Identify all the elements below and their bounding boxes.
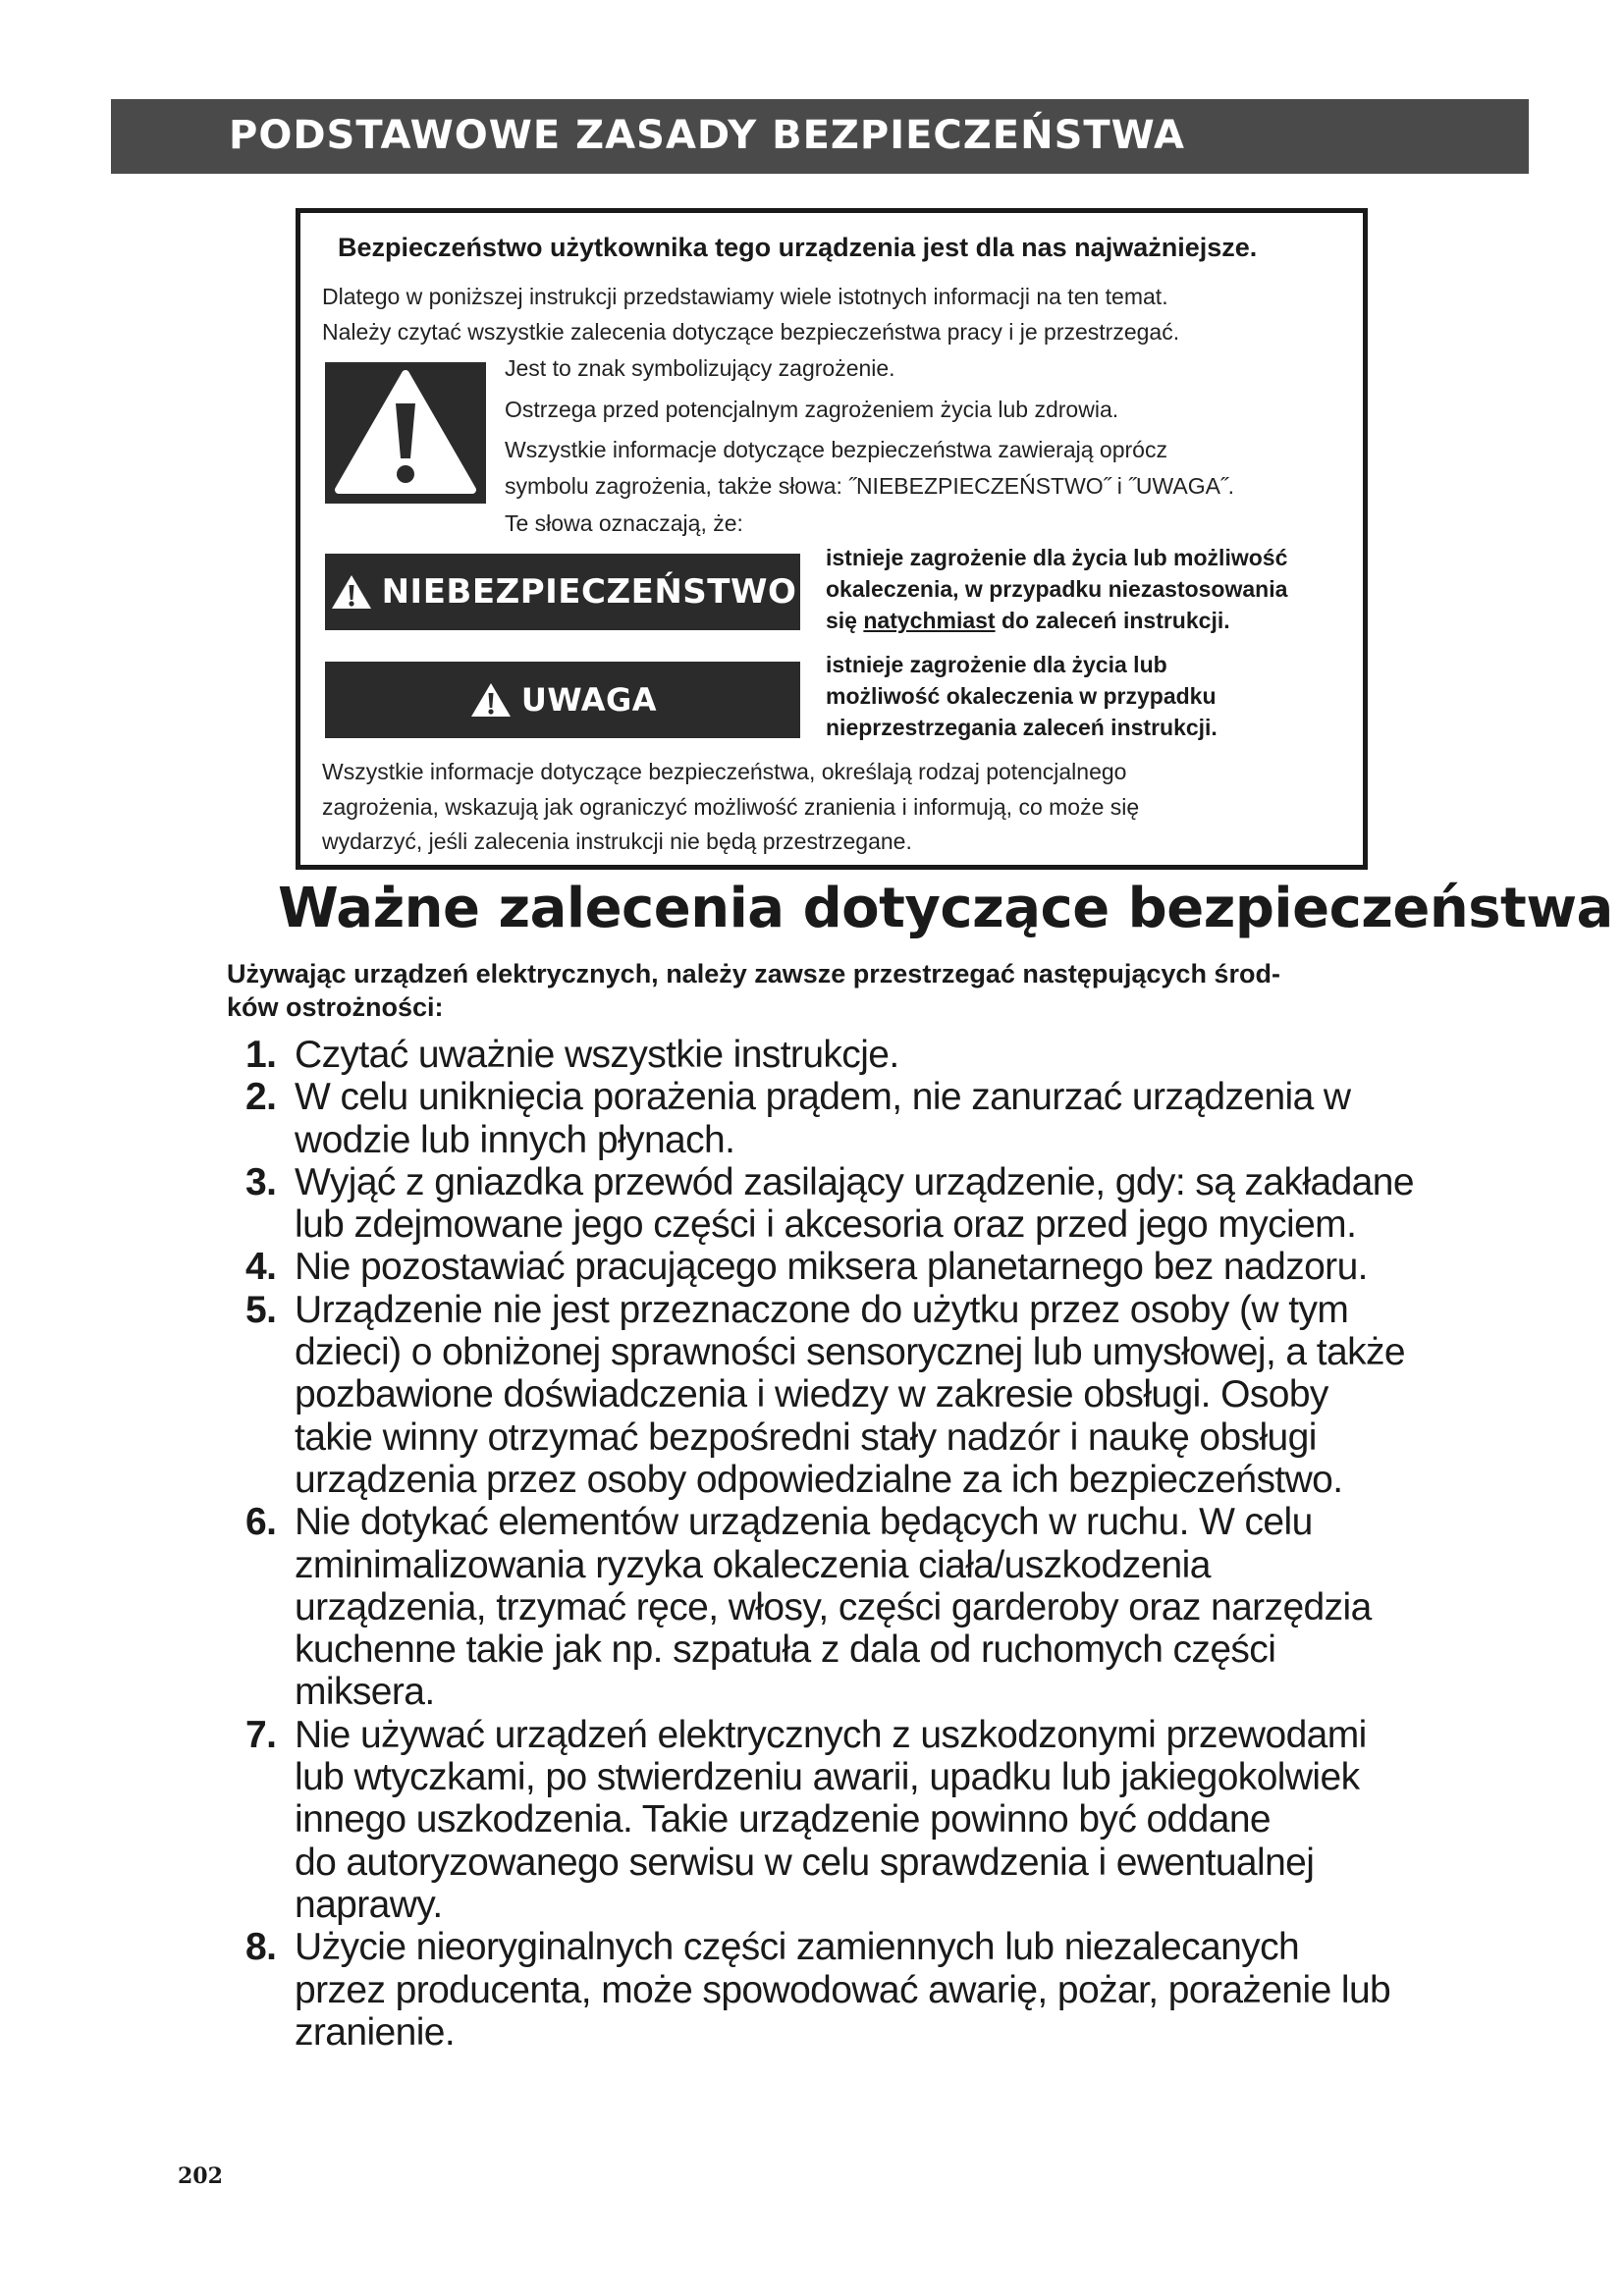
safety-notice-box — [296, 208, 1368, 870]
caution-description — [826, 649, 1218, 743]
rule-number: 4. — [245, 1246, 277, 1289]
rule-text-line: Użycie nieoryginalnych części zamiennych lub niezalecanych — [295, 1926, 1300, 1969]
rule-number: 3. — [245, 1160, 277, 1203]
rule-number: 7. — [245, 1713, 277, 1756]
danger-label-text: NIEBEZPIECZEŃSTWO — [381, 572, 797, 612]
icon-description-line: Ostrzega przed potencjalnym zagrożeniem życia lub zdrowia. — [505, 397, 1119, 422]
danger-text-suffix: do zaleceń instrukcji. — [995, 608, 1230, 633]
caution-signal-label — [325, 662, 800, 738]
rule-text-line: dzieci) o obniżonej sprawności sensorycznej lub umysłowej, a także — [295, 1331, 1405, 1374]
caution-label-text: UWAGA — [520, 681, 658, 719]
rule-text-line: do autoryzowanego serwisu w celu sprawdzenia i ewentualnej — [295, 1841, 1315, 1884]
rule-text-line: pozbawione doświadczenia i wiedzy w zakresie obsługi. Osoby — [295, 1373, 1328, 1416]
section-intro-line: Używając urządzeń elektrycznych, należy zawsze przestrzegać następujących środ- — [227, 959, 1280, 988]
rule-number: 8. — [245, 1926, 277, 1969]
rule-text-line: urządzenia przez osoby odpowiedzialne za ich bezpieczeństwo. — [295, 1458, 1343, 1501]
warning-triangle-icon — [325, 362, 486, 504]
danger-emphasis-word: natychmiast — [863, 608, 996, 633]
page-number: 202 — [178, 2163, 223, 2189]
rule-text-line: lub zdejmowane jego części i akcesoria oraz przed jego myciem. — [295, 1203, 1357, 1247]
section-intro-line: ków ostrożności: — [227, 992, 444, 1022]
header-bar — [111, 99, 1529, 174]
safety-rule-item — [245, 1714, 1473, 1926]
danger-description-line — [826, 605, 1287, 636]
danger-description — [826, 542, 1287, 636]
rule-text-line: kuchenne takie jak np. szpatuła z dala od ruchomych części — [295, 1629, 1276, 1672]
rule-text-line: lub wtyczkami, po stwierdzeniu awarii, upadku lub jakiegokolwiek — [295, 1756, 1360, 1799]
safety-rule-item — [245, 1926, 1473, 2054]
rule-text-line: Nie pozostawiać pracującego miksera planetarnego bez nadzoru. — [295, 1246, 1368, 1289]
rule-text-line: naprawy. — [295, 1883, 443, 1926]
danger-description-line: istnieje zagrożenie dla życia lub możliwość — [826, 545, 1288, 570]
rule-number: 6. — [245, 1501, 277, 1544]
section-intro — [227, 957, 1280, 1024]
safety-rule-item — [245, 1076, 1473, 1161]
rule-text-line: takie winny otrzymać bezpośredni stały nadzór i naukę obsługi — [295, 1415, 1317, 1459]
danger-text-prefix: się — [826, 608, 864, 633]
icon-description-line: Wszystkie informacje dotyczące bezpieczeństwa zawierają oprócz — [505, 437, 1167, 462]
icon-description-line: Jest to znak symbolizujący zagrożenie. — [505, 355, 895, 381]
rule-text-line: innego uszkodzenia. Takie urządzenie powinno być oddane — [295, 1798, 1272, 1842]
rule-text-line: Nie używać urządzeń elektrycznych z uszkodzonymi przewodami — [295, 1713, 1367, 1756]
caution-description-line: możliwość okaleczenia w przypadku — [826, 683, 1217, 709]
safety-rule-item — [245, 1501, 1473, 1713]
rule-text-line: miksera. — [295, 1671, 435, 1714]
danger-description-line: okaleczenia, w przypadku niezastosowania — [826, 576, 1288, 602]
rule-text-line: Czytać uważnie wszystkie instrukcje. — [295, 1034, 899, 1076]
safety-box-intro-line: Dlatego w poniższej instrukcji przedstawiamy wiele istotnych informacji na ten temat. — [322, 284, 1168, 309]
safety-box-footer-line: wydarzyć, jeśli zalecenia instrukcji nie będą przestrzegane. — [322, 828, 912, 854]
rule-number: 2. — [245, 1076, 277, 1119]
warning-triangle-icon — [329, 572, 374, 612]
safety-rule-item — [245, 1034, 1473, 1076]
safety-rule-item — [245, 1246, 1473, 1288]
icon-description-line: Te słowa oznaczają, że: — [505, 510, 743, 536]
caution-description-line: nieprzestrzegania zaleceń instrukcji. — [826, 715, 1218, 740]
safety-rule-item — [245, 1289, 1473, 1501]
rule-text-line: Wyjąć z gniazdka przewód zasilający urządzenie, gdy: są zakładane — [295, 1160, 1414, 1203]
rule-text-line: Nie dotykać elementów urządzenia będących w ruchu. W celu — [295, 1501, 1313, 1544]
rule-text-line: zminimalizowania ryzyka okaleczenia ciała/uszkodzenia — [295, 1543, 1211, 1586]
safety-box-footer-line: zagrożenia, wskazują jak ograniczyć możliwość zranienia i informują, co może się — [322, 794, 1140, 820]
rule-text-line: wodzie lub innych płynach. — [295, 1118, 735, 1161]
warning-triangle-icon — [468, 680, 514, 720]
rule-number: 1. — [245, 1034, 277, 1076]
rule-text-line: zranienie. — [295, 2010, 456, 2054]
rule-text-line: W celu uniknięcia porażenia prądem, nie zanurzać urządzenia w — [295, 1076, 1351, 1119]
safety-box-heading: Bezpieczeństwo użytkownika tego urządzenia jest dla nas najważniejsze. — [338, 233, 1258, 262]
rule-text-line: przez producenta, może spowodować awarię, pożar, porażenie lub — [295, 1968, 1391, 2011]
rule-number: 5. — [245, 1288, 277, 1331]
safety-rule-item — [245, 1161, 1473, 1247]
page-title: PODSTAWOWE ZASADY BEZPIECZEŃSTWA — [229, 113, 1185, 158]
icon-description-line: symbolu zagrożenia, także słowa: ˝NIEBEZPIECZEŃSTWO˝ i ˝UWAGA˝. — [505, 473, 1234, 499]
section-title: Ważne zalecenia dotyczące bezpieczeństwa — [278, 877, 1613, 940]
caution-description-line: istnieje zagrożenie dla życia lub — [826, 652, 1167, 677]
rule-text-line: urządzenia, trzymać ręce, włosy, części garderoby oraz narzędzia — [295, 1585, 1372, 1629]
rule-text-line: Urządzenie nie jest przeznaczone do użytku przez osoby (w tym — [295, 1288, 1349, 1331]
safety-box-footer-line: Wszystkie informacje dotyczące bezpieczeństwa, określają rodzaj potencjalnego — [322, 759, 1127, 784]
danger-signal-label — [325, 554, 800, 630]
safety-rules-list — [245, 1034, 1473, 2054]
safety-box-intro-line: Należy czytać wszystkie zalecenia dotyczące bezpieczeństwa pracy i je przestrzegać. — [322, 319, 1180, 345]
